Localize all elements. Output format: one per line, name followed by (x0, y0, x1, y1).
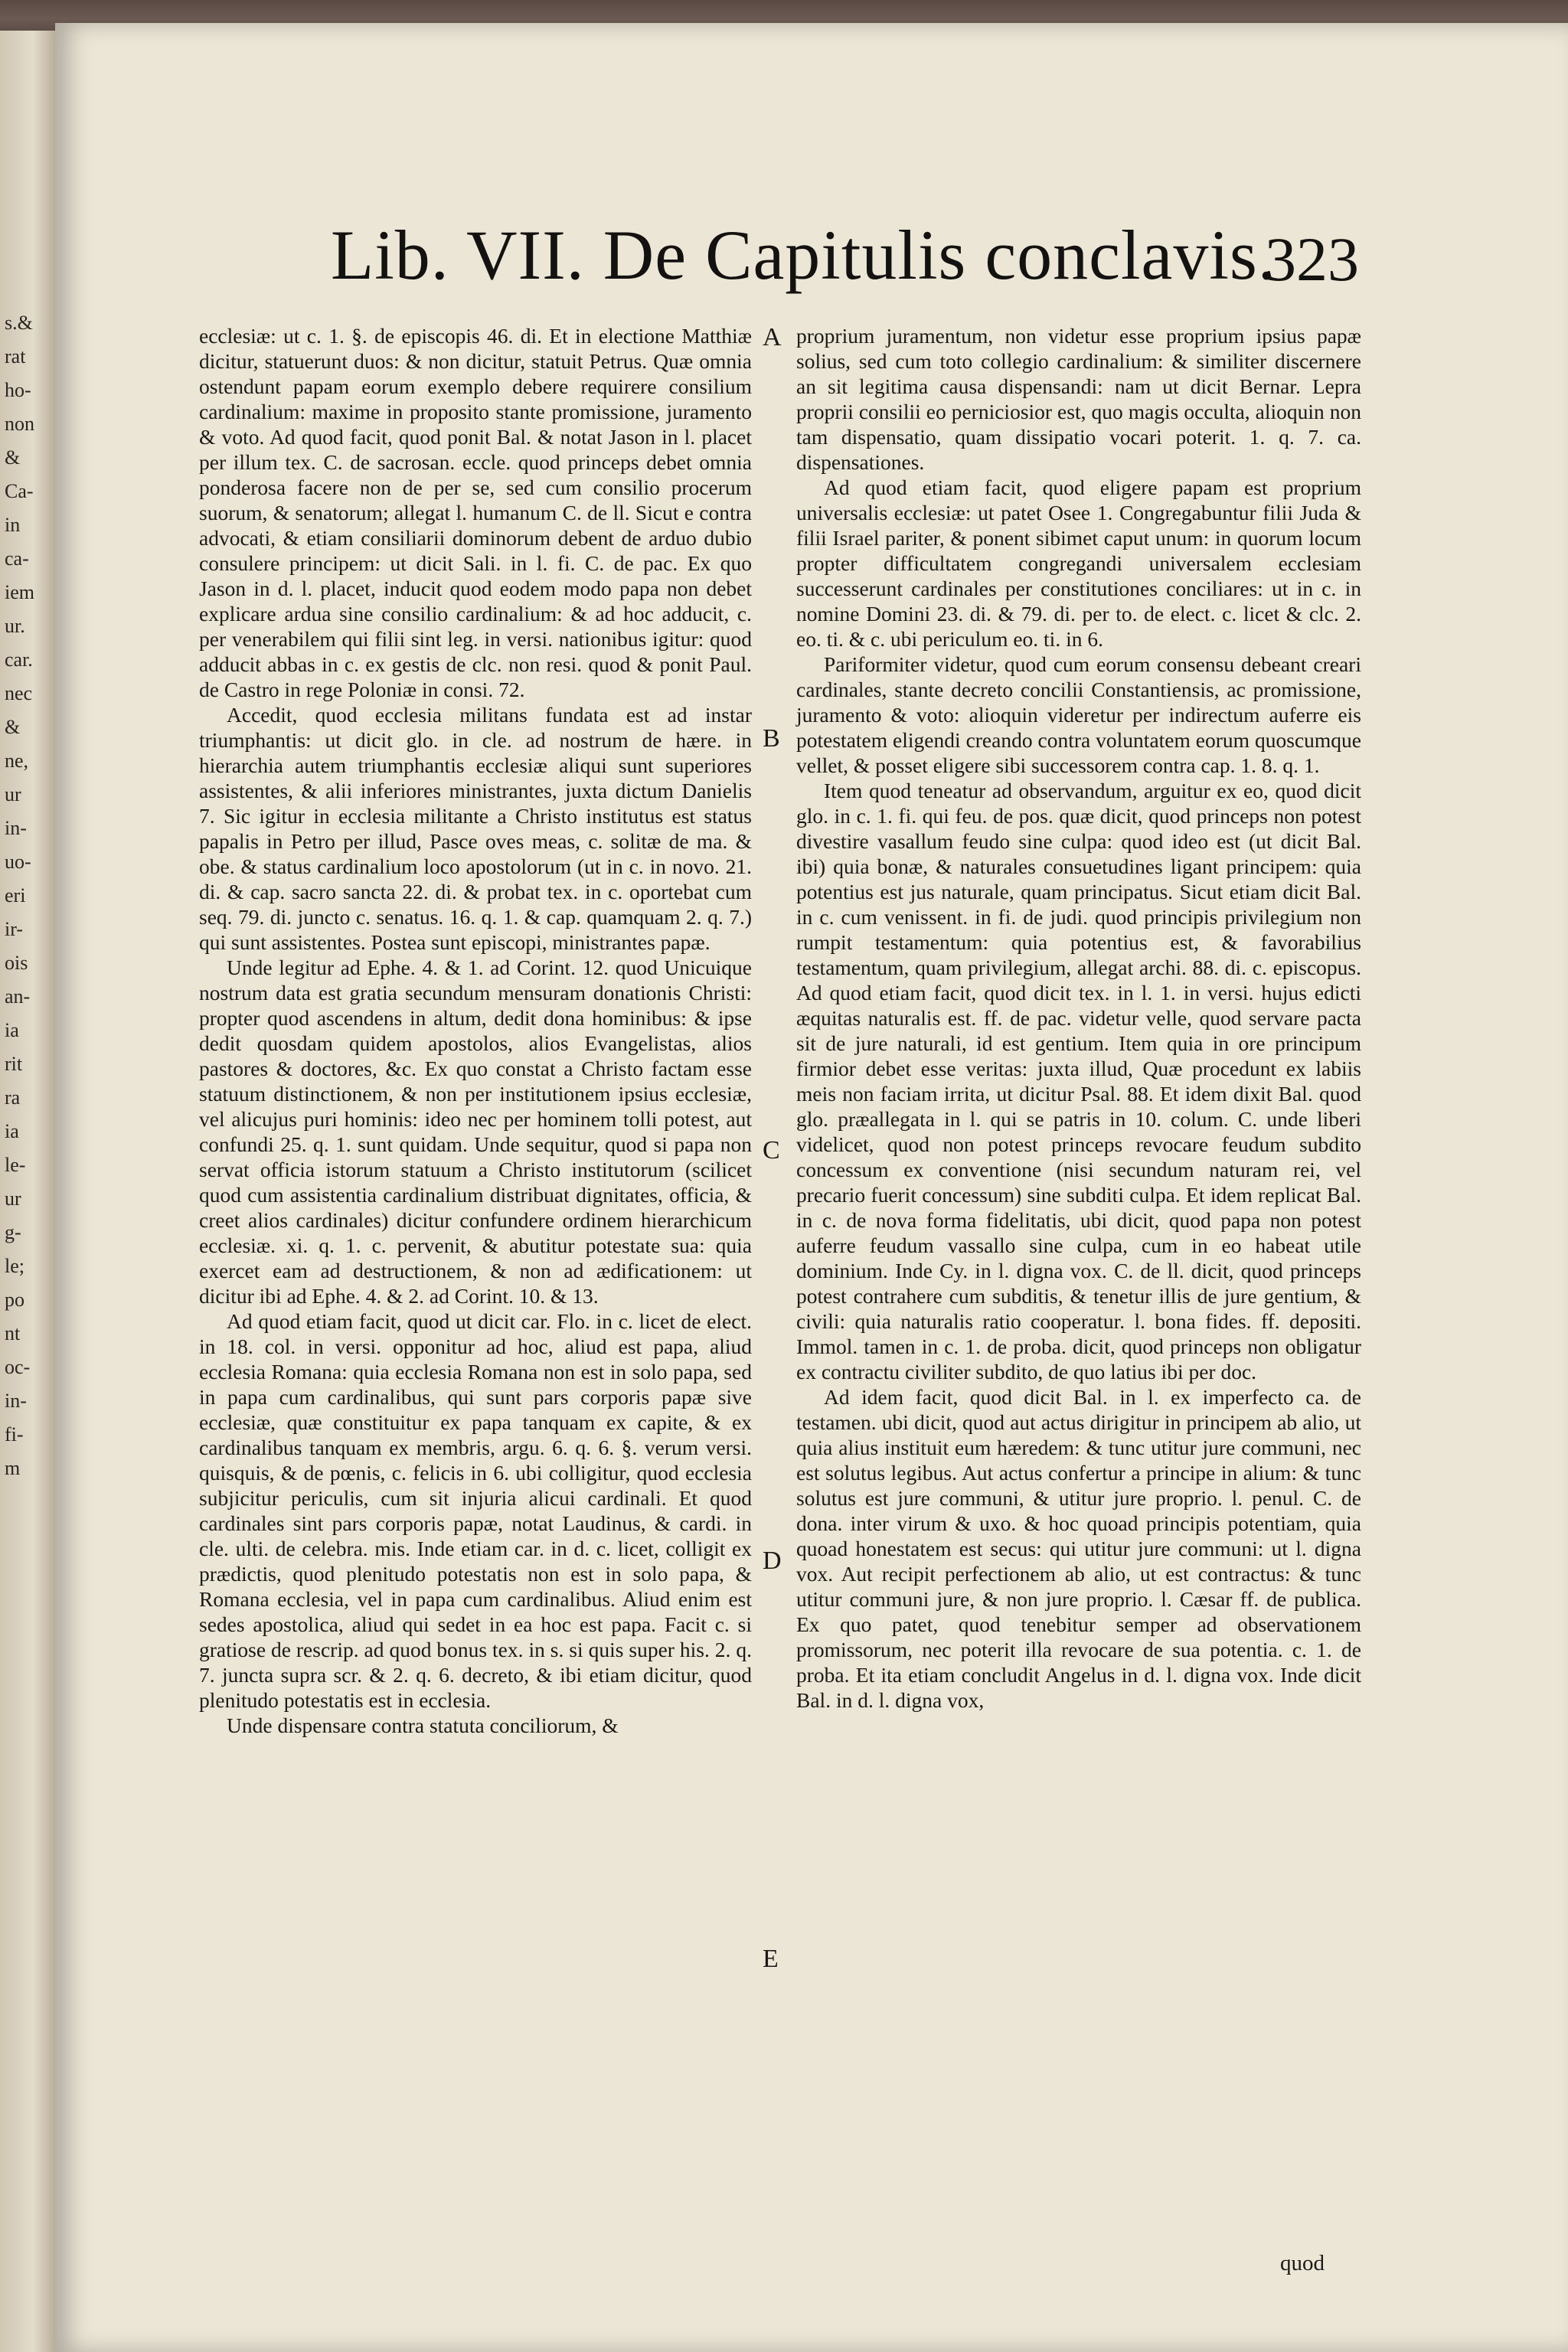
facing-page-fragment: ia (5, 1019, 19, 1041)
facing-page-fragment: in- (5, 1390, 27, 1412)
facing-page-fragment: ir- (5, 918, 24, 940)
facing-page-fragment: ho- (5, 379, 31, 401)
page-number: 323 (1265, 224, 1359, 294)
paragraph: Unde legitur ad Ephe. 4. & 1. ad Corint. 12. quod Unicuique nostrum data est gratia secundum mensuram donationis Christi: propter quod ascendens in altum, dedit dona hominibus: & ipse dedit quosdam quidem apostolos, alios Evangelistas, alios pastores & doctores, &c. Ex quo constat a Christo factam esse statuum distinctionem, & non per institutionem ipsius ecclesiæ, vel alicujus puri hominis: ideo nec per hominem tolli potest, aut confundi 25. q. 1. sunt quidam. Unde sequitur, quod si papa non servat officia istorum statuum a Christo institutorum (scilicet quod cum assistentia cardinalium distribuat dignitates, officia, & creet alios cardinales) dicitur confundere ordinem hierarchicum ecclesiæ. xi. q. 1. c. pervenit, & abutitur potestate sua: quia exercet eam ad destructionem, & non ad ædificationem: ut dicitur ibi ad Ephe. 4. & 2. ad Corint. 10. & 13. (199, 956, 752, 1308)
facing-page-fragment: rat (5, 345, 26, 368)
running-head: Lib. VII. De Capitulis conclavis. (331, 216, 1276, 294)
facing-page-fragment: ca- (5, 547, 29, 570)
facing-page-fragment: ois (5, 952, 28, 974)
left-column (199, 323, 752, 1738)
facing-page-fragment: Ca- (5, 480, 34, 502)
paragraph: proprium juramentum, non videtur esse proprium ipsius papæ solius, sed cum toto collegio cardinalium: & similiter discernere an sit legitima causa dispensandi: nam ut dicit Bernar. Lepra proprii consilii eo perniciosior est, quo magis occulta, alioquin non tam dispensatio, quam dissipatio vocari poterit. 1. q. 7. ca. dispensationes. (796, 324, 1361, 474)
facing-page-fragment: le- (5, 1154, 26, 1176)
paragraph: Unde dispensare contra statuta conciliorum, & (227, 1713, 619, 1737)
facing-page-fragment: ur (5, 783, 21, 805)
paragraph: Accedit, quod ecclesia militans fundata est ad instar triumphantis: ut dicit glo. in cle. ad nostrum de hære. in hierarchia autem triumphantis ecclesiæ aliqui sunt superiores assistentes, & alii inferiores ministrantes, juxta dictum Danielis 7. Sic igitur in ecclesia militante a Christo institutus est status papalis in Petro per illud, Pasce oves meas, c. solitæ de ma. & obe. & status cardinalium loco apostolorum (ut in c. in novo. 21. di. & cap. sacro sancta 22. di. & probat tex. in c. oportebat cum seq. 79. di. juncto c. senatus. 16. q. 1. & cap. quamquam 2. q. 7.) qui sunt assistentes. Postea sunt episcopi, ministrantes papæ. (199, 703, 752, 954)
facing-page-fragment: & (5, 716, 21, 738)
facing-page-fragment: & (5, 446, 21, 469)
paragraph: Item quod teneatur ad observandum, arguitur ex eo, quod dicit glo. in c. 1. fi. qui feu. de pos. quæ dicit, quod princeps non potest divestire vasallum feudo sine culpa: quod ideo est (ut dicit Bal. ibi) quia bonæ, & naturales consuetudines ligant principem: quia potentius est jus naturale, quam principatus. Sicut etiam dicit Bal. in c. cum venissent. in fi. de judi. quod principis privilegium non rumpit testamentum: quia potentius est, & favorabilius testamentum, quam privilegium, allegat archi. 88. di. c. episcopus. Ad quod etiam facit, quod dicit tex. in l. 1. in versi. hujus edicti æquitas naturalis est. ff. de pac. videtur velle, quod servare pacta sit de jure naturali, id est gentium. Item quia in ore principum firmior debet esse veritas: juxta illud, Quæ procedunt ex labiis meis non faciam irrita, ut dicitur Psal. 88. Et idem dixit Bal. quod glo. præallegata in l. qui se patris in 10. colum. C. unde liberi videlicet, quod non potest princeps revocare feudum subdito concessum ex conventione (nisi secundum naturam rei, vel precario fuerit concessum) sine subditi culpa. Et idem replicat Bal. in c. de nova forma fidelitatis, ubi dicit, quod papa non potest auferre feudum vassallo sine culpa, cum in eo habeat utile dominium. Inde Cy. in l. digna vox. C. de ll. dicit, quod princeps potest contrahere cum subditis, & tenetur illis de jure gentium, & civili: quia naturalis ratio cooperatur. l. bona fides. ff. depositi. Immol. tamen in c. 1. de proba. dicit, quod princeps non obligatur ex contractu civiliter subdito, de quo latius ibi per doc. (796, 779, 1361, 1383)
facing-page-fragment: nt (5, 1322, 21, 1344)
facing-page-fragment: in- (5, 817, 27, 839)
book-page (55, 23, 1568, 2352)
facing-page-fragment: eri (5, 884, 26, 906)
facing-page-fragment: ur (5, 1187, 21, 1210)
facing-page-fragment: oc- (5, 1356, 31, 1378)
facing-page-fragment: s.& (5, 312, 33, 334)
facing-page-fragment: iem (5, 581, 34, 603)
facing-page-fragment: ia (5, 1120, 19, 1142)
facing-page-fragment: le; (5, 1255, 24, 1277)
facing-page-fragment: g- (5, 1221, 21, 1243)
facing-page-fragment: car. (5, 648, 33, 671)
paragraph: Ad idem facit, quod dicit Bal. in l. ex imperfecto ca. de testamen. ubi dicit, quod aut actus dirigitur in principem ab alio, ut quia alius instituit eum hæredem: & tunc utitur jure communi, nec est solutus legibus. Aut actus confertur a principe in alium: & tunc solutus est jure communi, & utitur jure proprio. l. penul. C. de dona. inter virum & uxo. & hoc quoad principis potentiam, quia quoad honestatem est secus: qui utitur jure communi: ut l. digna vox. Aut recipit perfectionem ab alio, ut est contractus: & tunc utitur communi jure, & non jure proprio. l. Cæsar ff. de publica. Ex quo patet, quod tenebitur semper ad observationem promissorum, nec poterit illa revocare de sua potentia. c. 1. de proba. Et ita etiam concludit Angelus in d. l. digna vox. Inde dicit Bal. in d. l. digna vox, (796, 1385, 1361, 1712)
facing-page-fragment: nec (5, 682, 33, 704)
paragraph: Ad quod etiam facit, quod eligere papam est proprium universalis ecclesiæ: ut patet Osee 1. Congregabuntur filii Juda & filii Israel pariter, & ponent sibimet caput unum: in quorum locum propter difficultatem congregandi universalem ecclesiam successerunt cardinales per constitutiones conciliares: ut in c. in nomine Domini 23. di. & 79. di. per to. de elect. c. licet & clc. 2. eo. ti. & c. ubi periculum eo. ti. in 6. (796, 475, 1361, 651)
paragraph: ecclesiæ: ut c. 1. §. de episcopis 46. di. Et in electione Matthiæ dicitur, statuerunt duos: & non dicitur, statuit Petrus. Quæ omnia ostendunt papam eorum exemplo debere requirere consilium cardinalium: maxime in proposito stante promissione, juramento & voto. Ad quod facit, quod ponit Bal. & notat Jason in l. placet per illum tex. C. de sacrosan. eccle. quod princeps debet omnia ponderosa facere non de per se, sed cum consilio procerum suorum, & senatorum; allegat l. humanum C. de ll. Sicut e contra advocati, & etiam consiliarii dominorum debent de arduo dubio consulere principem: ut dicit Sali. in l. fi. C. de pac. Ex quo Jason in d. l. placet, inducit quod eodem modo papa non debet explicare ardua sine consilio cardinalium: & ad hoc adducit, c. per venerabilem qui filii sint leg. in versi. nationibus igitur: quod adducit abbas in c. ex gestis de clc. non resi. quod & ponit Paul. de Castro in rege Poloniæ in consi. 72. (199, 324, 752, 701)
paragraph: Pariformiter videtur, quod cum eorum consensu debeant creari cardinales, stante decreto concilii Constantiensis, ac promissione, juramento & voto: alioquin videretur per indirectum auferre eis potestatem eligendi creando contra voluntatem eorum quoscumque vellet, & posset eligere sibi successorem contra cap. 1. 8. q. 1. (796, 652, 1361, 777)
margin-letter-d: D (763, 1547, 782, 1575)
facing-page-fragment: ur. (5, 615, 25, 637)
facing-page-fragment: in (5, 514, 21, 536)
facing-page-fragment: an- (5, 985, 31, 1008)
catch-word: quod (1280, 2251, 1325, 2275)
facing-page-edge (0, 31, 55, 2352)
right-column (796, 323, 1361, 1713)
margin-letter-b: B (763, 724, 780, 753)
facing-page-fragment: uo- (5, 851, 31, 873)
facing-page-fragment: rit (5, 1053, 23, 1075)
facing-page-fragment: ne, (5, 750, 29, 772)
facing-page-fragment: po (5, 1289, 24, 1311)
facing-page-fragment: ra (5, 1086, 21, 1109)
facing-page-fragment: fi- (5, 1423, 24, 1446)
facing-page-fragment: non (5, 413, 34, 435)
margin-letter-c: C (763, 1136, 780, 1165)
facing-page-fragment: m (5, 1457, 21, 1479)
margin-letter-a: A (763, 323, 782, 351)
paragraph: Ad quod etiam facit, quod ut dicit car. Flo. in c. licet de elect. in 18. col. in versi. opponitur ad hoc, aliud est papa, aliud ecclesia Romana: quia ecclesia Romana non est in solo papa, sed in papa cum cardinalibus, qui sunt pars corporis papæ sive ecclesiæ, quæ constituitur ex papa tanquam ex capite, & ex cardinalibus tanquam ex membris, argu. 6. q. 6. §. verum versi. quisquis, & de pœnis, c. felicis in 6. ubi colligitur, quod ecclesia subjicitur periculis, cum sit injuria alicui cardinali. Et quod cardinales sint pars corporis papæ, notat Laudinus, & cardi. in cle. ulti. de celebra. mis. Inde etiam car. in d. c. licet, colligit ex prædictis, quod plenitudo potestatis non est in solo papa, & Romana ecclesia, vel in papa cum cardinalibus. Aliud enim est sedes apostolica, aliud qui sedet in ea hoc est papa. Facit c. si gratiose de rescrip. ad quod bonus tex. in s. si quis super his. 2. q. 7. juncta supra scr. & 2. q. 6. decreto, & ibi etiam dicitur, quod plenitudo potestatis est in ecclesia. (199, 1309, 752, 1712)
margin-letter-e: E (763, 1945, 779, 1973)
